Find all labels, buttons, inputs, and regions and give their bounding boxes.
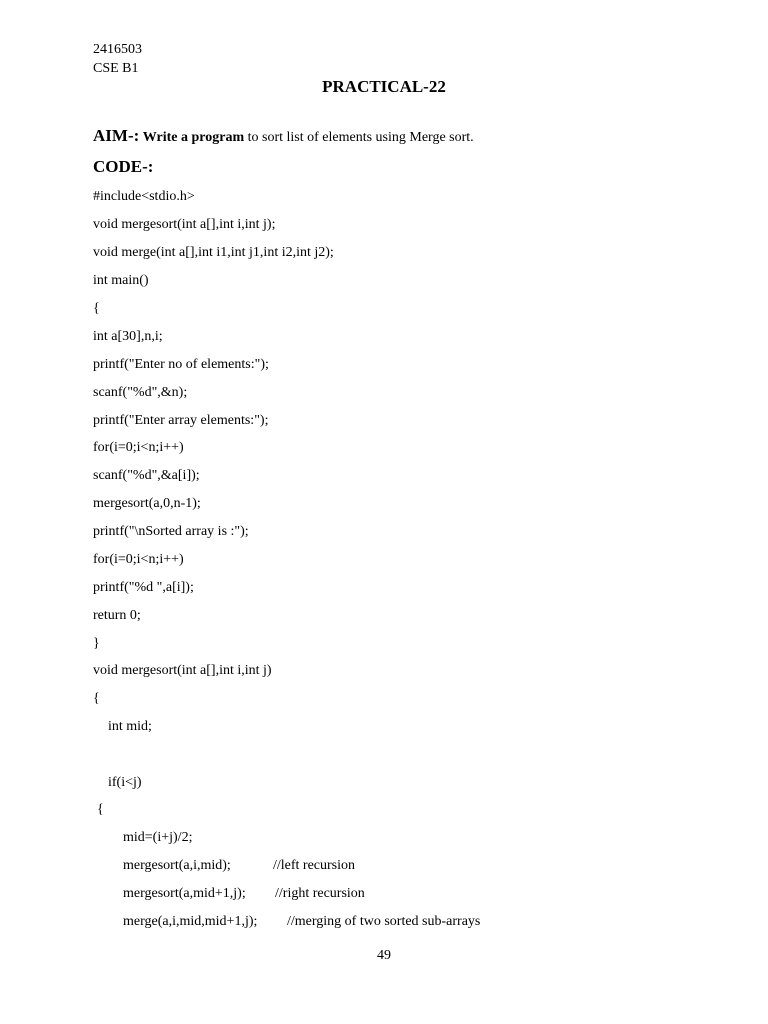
code-line <box>93 217 276 233</box>
code-line <box>108 775 142 791</box>
code-line <box>123 858 356 874</box>
code-comment: //merging of two sorted sub-arrays <box>287 914 481 929</box>
aim-bold-text: Write a program <box>142 130 245 145</box>
code-text: mergesort(a,mid+1,j); <box>123 886 246 901</box>
code-text: for(i=0;i<n;i++) <box>93 552 184 567</box>
code-text: } <box>93 636 100 651</box>
code-line <box>93 385 187 401</box>
code-line <box>123 914 481 930</box>
code-text: { <box>93 691 100 706</box>
code-text: void mergesort(int a[],int i,int j); <box>93 217 276 232</box>
code-text: return 0; <box>93 608 141 623</box>
code-line <box>93 440 184 456</box>
code-line <box>93 273 149 289</box>
code-line <box>97 802 104 818</box>
code-line <box>93 329 163 345</box>
code-line <box>93 413 268 429</box>
code-text: printf("\nSorted array is :"); <box>93 524 249 539</box>
code-text: scanf("%d",&a[i]); <box>93 468 200 483</box>
code-heading: CODE-: <box>93 157 154 176</box>
page-number: 49 <box>377 948 391 963</box>
code-text: void mergesort(int a[],int i,int j) <box>93 663 272 678</box>
code-text: mergesort(a,i,mid); <box>123 858 231 873</box>
code-text: merge(a,i,mid,mid+1,j); <box>123 914 258 929</box>
aim-text: to sort list of elements using Merge sort. <box>244 130 474 145</box>
code-line <box>93 608 141 624</box>
code-line <box>93 301 100 317</box>
code-text: { <box>93 301 100 316</box>
code-text: { <box>97 802 104 817</box>
code-line <box>93 468 200 484</box>
code-text: mid=(i+j)/2; <box>123 830 193 845</box>
code-line <box>93 496 201 512</box>
code-text: void merge(int a[],int i1,int j1,int i2,int j2); <box>93 245 334 260</box>
code-line <box>93 524 249 540</box>
code-text: printf("Enter array elements:"); <box>93 413 269 428</box>
code-comment: //right recursion <box>275 886 365 901</box>
code-line <box>93 552 184 568</box>
code-text: printf("%d ",a[i]); <box>93 580 194 595</box>
code-text: #include<stdio.h> <box>93 189 195 204</box>
code-line <box>93 636 100 652</box>
code-text: mergesort(a,0,n-1); <box>93 496 201 511</box>
code-line <box>123 830 192 846</box>
code-text: if(i<j) <box>108 775 142 790</box>
code-line <box>93 189 195 205</box>
code-line <box>123 886 365 902</box>
code-comment: //left recursion <box>273 858 356 873</box>
code-text: scanf("%d",&n); <box>93 385 188 400</box>
section-label: CSE B1 <box>93 61 139 76</box>
code-line <box>93 245 334 261</box>
code-line <box>93 580 194 596</box>
aim-statement <box>93 126 474 146</box>
roll-number: 2416503 <box>93 42 142 57</box>
practical-title: PRACTICAL-22 <box>322 77 446 96</box>
code-line <box>93 691 100 707</box>
code-text: int mid; <box>108 719 152 734</box>
aim-label: AIM-: <box>93 126 140 145</box>
code-line <box>93 663 272 679</box>
code-text: int main() <box>93 273 149 288</box>
code-line <box>108 719 152 735</box>
code-text: for(i=0;i<n;i++) <box>93 440 184 455</box>
code-text: int a[30],n,i; <box>93 329 163 344</box>
code-line <box>93 357 269 373</box>
code-text: printf("Enter no of elements:"); <box>93 357 269 372</box>
